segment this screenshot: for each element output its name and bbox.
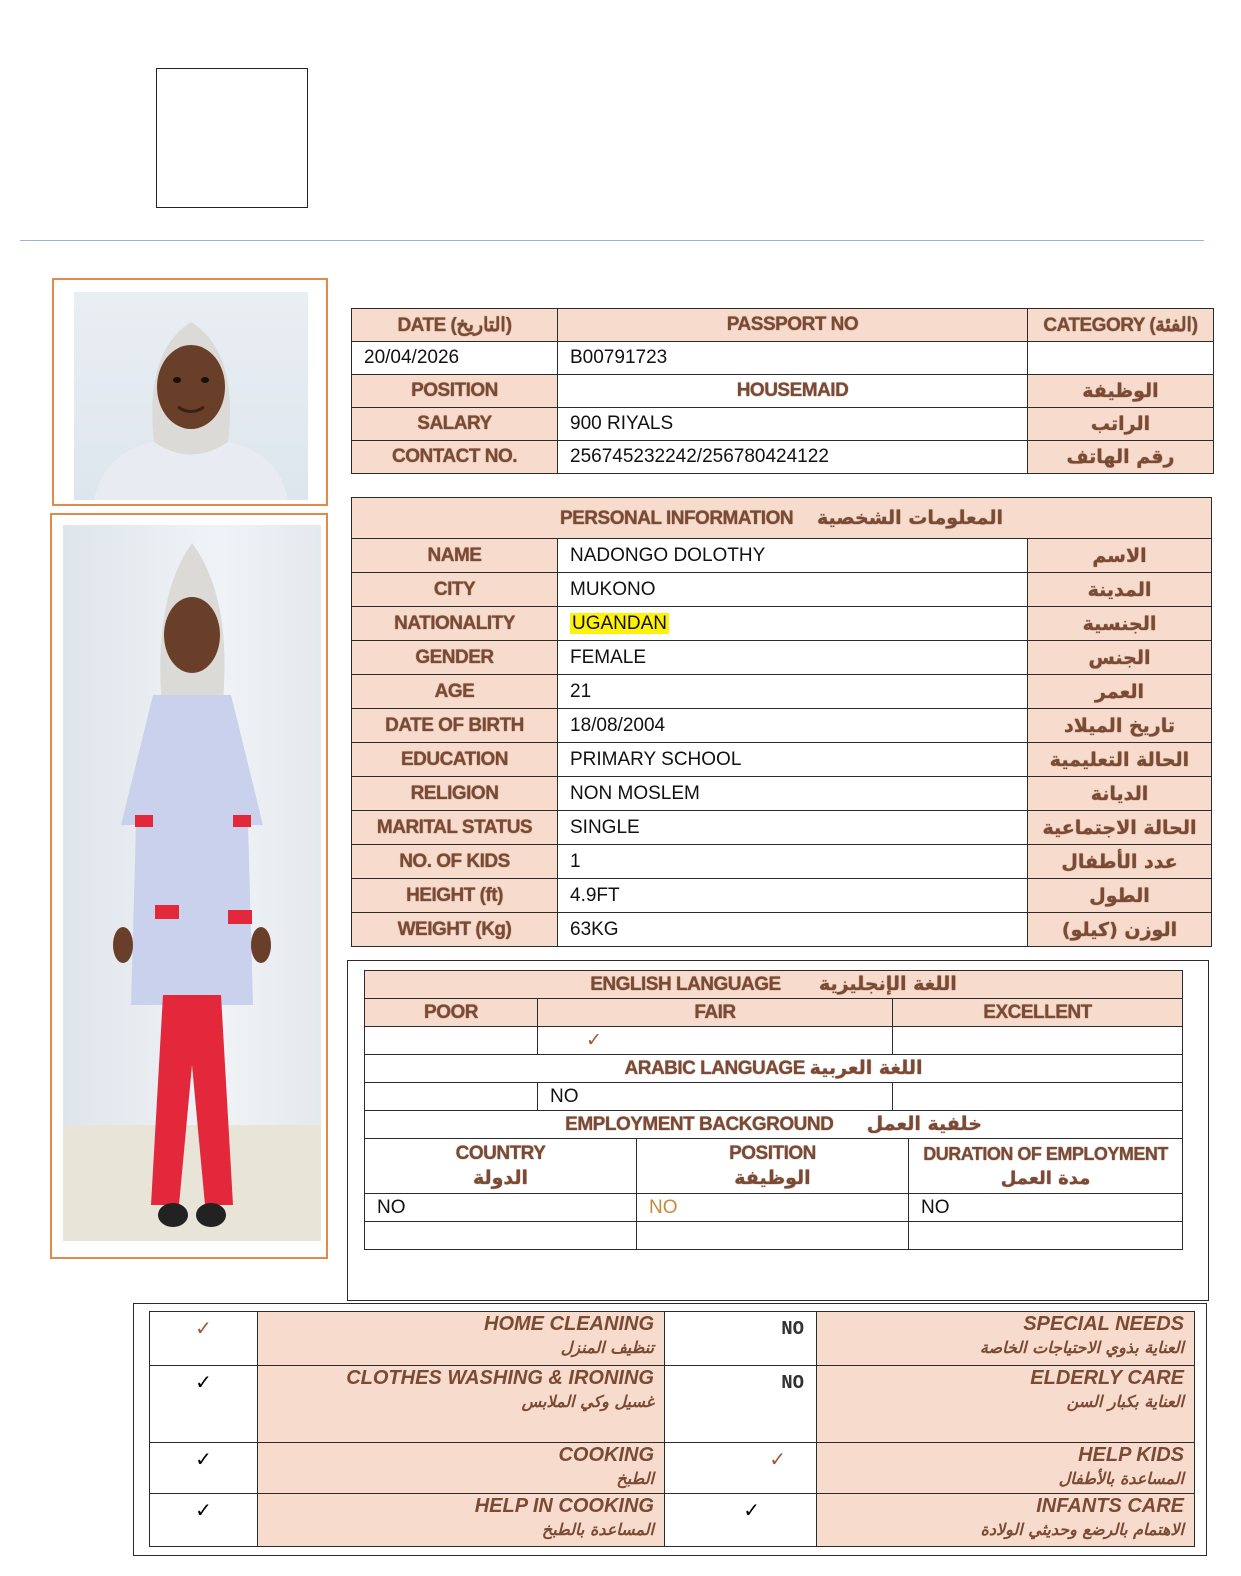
skill-right-ar: العناية بكبار السن (1066, 1392, 1184, 1411)
personal-info-heading (352, 498, 1212, 539)
personal-row (352, 913, 1212, 947)
personal-row-label: WEIGHT (Kg) (352, 913, 558, 947)
skill-left-en: HOME CLEANING (484, 1313, 654, 1335)
personal-row-label: GENDER (352, 641, 558, 675)
personal-row-label-ar: الجنسية (1028, 607, 1212, 641)
employment-duration-value: NO (909, 1194, 1183, 1222)
skill-right-en: SPECIAL NEEDS (1023, 1313, 1184, 1335)
header-divider (20, 240, 1204, 241)
contact-label: CONTACT NO. (352, 441, 558, 474)
personal-row-label-ar: المدينة (1028, 573, 1212, 607)
language-employment-table (364, 970, 1183, 1250)
personal-row (352, 777, 1212, 811)
employment-position-value: NO (637, 1194, 909, 1222)
skill-left-ar: تنظيف المنزل (560, 1338, 654, 1357)
personal-row-value: NADONGO DOLOTHY (558, 539, 1028, 573)
english-heading-en: ENGLISH LANGUAGE (590, 974, 781, 995)
skill-right (817, 1366, 1195, 1443)
english-poor-mark (365, 1027, 538, 1055)
personal-row (352, 709, 1212, 743)
skill-row (150, 1312, 1195, 1366)
personal-row (352, 845, 1212, 879)
personal-row-label-ar: الوزن (كيلو) (1028, 913, 1212, 947)
arabic-heading-en: ARABIC LANGUAGE (624, 1058, 805, 1079)
passport-label: PASSPORT NO (558, 309, 1028, 342)
personal-row-label-ar: الاسم (1028, 539, 1212, 573)
date-value: 20/04/2026 (352, 342, 558, 375)
skill-left-mark: ✓ (150, 1312, 258, 1366)
employment-heading-ar: خلفية العمل (866, 1113, 982, 1135)
personal-row-label-ar: الديانة (1028, 777, 1212, 811)
employment-position-en: POSITION (729, 1142, 816, 1164)
personal-row-label: EDUCATION (352, 743, 558, 777)
arabic-empty-cell (893, 1083, 1183, 1111)
personal-row (352, 675, 1212, 709)
arabic-heading-ar: اللغة العربية (809, 1057, 923, 1079)
skill-row (150, 1494, 1195, 1547)
english-poor-label: POOR (365, 999, 538, 1027)
arabic-empty-cell (365, 1083, 538, 1111)
employment-heading-en: EMPLOYMENT BACKGROUND (565, 1114, 834, 1135)
nationality-highlight: UGANDAN (572, 612, 668, 634)
personal-row (352, 743, 1212, 777)
full-body-photo-frame (50, 513, 328, 1259)
skill-left (258, 1494, 665, 1547)
skills-table (149, 1311, 1195, 1547)
employment-country-value: NO (365, 1194, 637, 1222)
skill-left-mark: ✓ (150, 1366, 258, 1443)
skill-left (258, 1443, 665, 1494)
personal-row-label: NATIONALITY (352, 607, 558, 641)
skill-right-en: HELP KIDS (1078, 1444, 1184, 1466)
skill-left (258, 1312, 665, 1366)
skill-left-mark: ✓ (150, 1443, 258, 1494)
personal-info-heading-en: PERSONAL INFORMATION (559, 507, 794, 529)
personal-row-label-ar: الجنس (1028, 641, 1212, 675)
personal-row-value: 18/08/2004 (558, 709, 1028, 743)
salary-value: 900 RIYALS (558, 408, 1028, 441)
personal-row-label-ar: الحالة الاجتماعية (1028, 811, 1212, 845)
logo-placeholder (156, 68, 308, 208)
portrait-photo-frame (52, 278, 328, 506)
skill-row (150, 1443, 1195, 1494)
personal-info-table (351, 497, 1212, 947)
personal-row-label-ar: العمر (1028, 675, 1212, 709)
employment-duration-header (909, 1139, 1183, 1194)
personal-row-value (558, 607, 1028, 641)
english-fair-label: FAIR (538, 999, 893, 1027)
personal-row (352, 879, 1212, 913)
skill-left-ar: الطبخ (616, 1469, 654, 1488)
salary-label-ar: الراتب (1028, 408, 1214, 441)
english-heading-ar: اللغة الإنجليزية (818, 973, 957, 995)
employment-heading (365, 1111, 1183, 1139)
employment-empty-cell (909, 1222, 1183, 1250)
skill-left-en: CLOTHES WASHING & IRONING (346, 1367, 654, 1389)
personal-row-value: SINGLE (558, 811, 1028, 845)
personal-row (352, 539, 1212, 573)
personal-row-label-ar: تاريخ الميلاد (1028, 709, 1212, 743)
employment-duration-ar: مدة العمل (1000, 1167, 1091, 1189)
position-label-ar: الوظيفة (1028, 375, 1214, 408)
skill-right-mark: NO (665, 1312, 817, 1366)
personal-row-value: FEMALE (558, 641, 1028, 675)
english-excellent-label: EXCELLENT (893, 999, 1183, 1027)
skill-right-en: ELDERLY CARE (1030, 1367, 1184, 1389)
skill-left-ar: غسيل وكي الملابس (521, 1392, 654, 1411)
personal-row (352, 607, 1212, 641)
personal-row-value: NON MOSLEM (558, 777, 1028, 811)
personal-row (352, 573, 1212, 607)
arabic-heading (365, 1055, 1183, 1083)
skill-right (817, 1312, 1195, 1366)
employment-country-ar: الدولة (472, 1166, 529, 1189)
skill-right-ar: العناية بذوي الاحتياجات الخاصة (979, 1338, 1184, 1357)
personal-row-value: MUKONO (558, 573, 1028, 607)
skill-right-en: INFANTS CARE (1036, 1495, 1184, 1517)
personal-row-value: 21 (558, 675, 1028, 709)
skill-left-ar: المساعدة بالطبخ (541, 1520, 654, 1539)
employment-position-header (637, 1139, 909, 1194)
position-value: HOUSEMAID (558, 375, 1028, 408)
salary-label: SALARY (352, 408, 558, 441)
top-info-table (351, 308, 1214, 474)
personal-row-label: CITY (352, 573, 558, 607)
employment-country-header (365, 1139, 637, 1194)
skill-right (817, 1443, 1195, 1494)
personal-row-label-ar: الحالة التعليمية (1028, 743, 1212, 777)
employment-duration-en: DURATION OF EMPLOYMENT (923, 1143, 1168, 1164)
personal-row-label: RELIGION (352, 777, 558, 811)
skill-row (150, 1366, 1195, 1443)
personal-info-rows (352, 539, 1212, 947)
skill-left (258, 1366, 665, 1443)
contact-label-ar: رقم الهاتف (1028, 441, 1214, 474)
position-label: POSITION (352, 375, 558, 408)
skill-right-mark: ✓ (665, 1494, 817, 1547)
passport-value: B00791723 (558, 342, 1028, 375)
employment-empty-cell (365, 1222, 637, 1250)
personal-row-label: AGE (352, 675, 558, 709)
skill-left-mark: ✓ (150, 1494, 258, 1547)
portrait-photo (74, 292, 308, 500)
arabic-value: NO (538, 1083, 893, 1111)
personal-row-label: MARITAL STATUS (352, 811, 558, 845)
personal-row-value: 63KG (558, 913, 1028, 947)
english-fair-mark: ✓ (538, 1027, 893, 1055)
english-excellent-mark (893, 1027, 1183, 1055)
skill-right-ar: المساعدة بالأطفال (1058, 1469, 1184, 1488)
personal-row (352, 641, 1212, 675)
skill-left-en: COOKING (558, 1444, 654, 1466)
personal-row-label: HEIGHT (ft) (352, 879, 558, 913)
personal-info-heading-ar: المعلومات الشخصية (817, 506, 1004, 529)
personal-row-value: PRIMARY SCHOOL (558, 743, 1028, 777)
skill-right-mark: NO (665, 1366, 817, 1443)
personal-row-value: 1 (558, 845, 1028, 879)
employment-country-en: COUNTRY (455, 1142, 546, 1164)
skill-right-mark: ✓ (665, 1443, 817, 1494)
employment-empty-cell (637, 1222, 909, 1250)
contact-value: 256745232242/256780424122 (558, 441, 1028, 474)
skill-left-en: HELP IN COOKING (474, 1495, 654, 1517)
employment-position-ar: الوظيفة (734, 1166, 811, 1189)
personal-row-label: NAME (352, 539, 558, 573)
personal-row (352, 811, 1212, 845)
english-heading (365, 971, 1183, 999)
personal-row-label-ar: الطول (1028, 879, 1212, 913)
category-label: CATEGORY (الفئة) (1028, 309, 1214, 342)
date-label: DATE (التاريخ) (352, 309, 558, 342)
full-body-photo (63, 525, 321, 1241)
personal-row-label-ar: عدد الأطفال (1028, 845, 1212, 879)
skill-right (817, 1494, 1195, 1547)
personal-row-value: 4.9FT (558, 879, 1028, 913)
personal-row-label: NO. OF KIDS (352, 845, 558, 879)
skill-right-ar: الاهتمام بالرضع وحديثي الولادة (980, 1520, 1184, 1539)
category-value (1028, 342, 1214, 375)
personal-row-label: DATE OF BIRTH (352, 709, 558, 743)
